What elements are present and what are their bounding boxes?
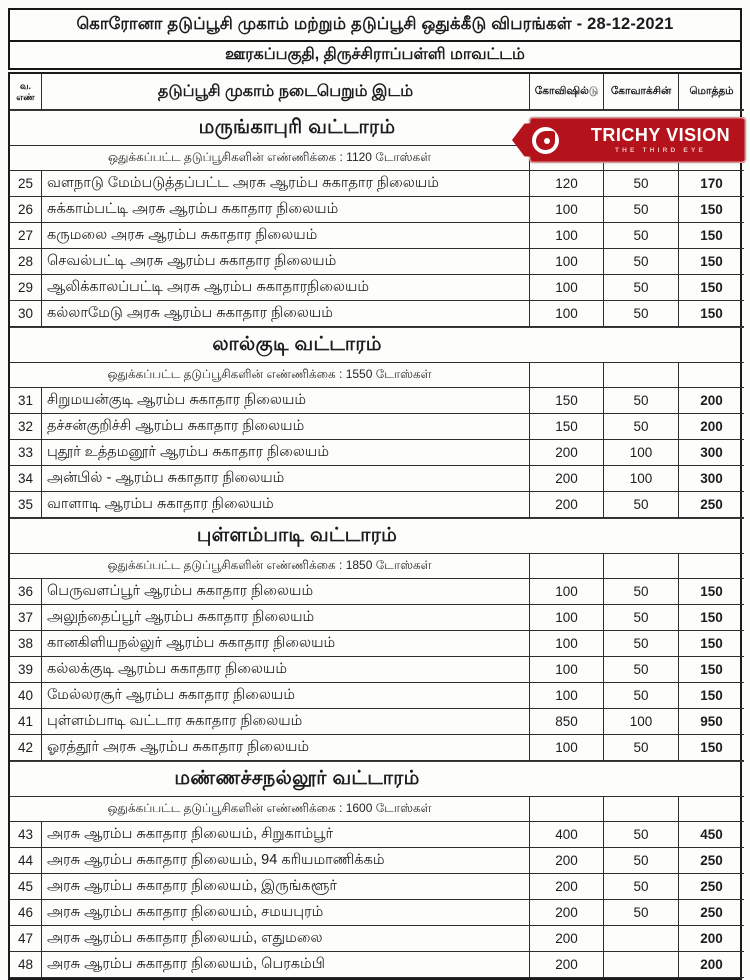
- cell-covishield-count: 150: [530, 388, 604, 414]
- section-title: புள்ளம்பாடி வட்டாரம்: [10, 518, 744, 554]
- cell-covishield-count: 200: [530, 848, 604, 874]
- allocation-empty-cell: [530, 363, 604, 388]
- allocation-empty-cell: [604, 554, 679, 579]
- cell-serial-number: 32: [10, 414, 42, 440]
- cell-total-count: 150: [679, 735, 744, 761]
- cell-covishield-count: 200: [530, 926, 604, 952]
- cell-camp-place: கானகிளியநல்லுர் ஆரம்ப சுகாதார நிலையம்: [42, 631, 530, 657]
- cell-covishield-count: 100: [530, 197, 604, 223]
- cell-covaxin-count: [604, 926, 679, 952]
- cell-camp-place: செவல்பட்டி அரசு ஆரம்ப சுகாதார நிலையம்: [42, 249, 530, 275]
- cell-covaxin-count: 50: [604, 579, 679, 605]
- cell-covishield-count: 120: [530, 171, 604, 197]
- cell-covishield-count: 100: [530, 605, 604, 631]
- cell-serial-number: 47: [10, 926, 42, 952]
- cell-camp-place: பெருவளப்பூர் ஆரம்ப சுகாதார நிலையம்: [42, 579, 530, 605]
- cell-covaxin-count: 50: [604, 388, 679, 414]
- cell-camp-place: அலுந்தைப்பூர் ஆரம்ப சுகாதார நிலையம்: [42, 605, 530, 631]
- cell-serial-number: 40: [10, 683, 42, 709]
- cell-camp-place: தச்சன்குறிச்சி ஆரம்ப சுகாதார நிலையம்: [42, 414, 530, 440]
- cell-camp-place: கருமலை அரசு ஆரம்ப சுகாதார நிலையம்: [42, 223, 530, 249]
- cell-covishield-count: 100: [530, 301, 604, 327]
- cell-total-count: 200: [679, 414, 744, 440]
- cell-total-count: 950: [679, 709, 744, 735]
- cell-covaxin-count: 50: [604, 301, 679, 327]
- cell-serial-number: 37: [10, 605, 42, 631]
- cell-serial-number: 42: [10, 735, 42, 761]
- eye-pupil-icon: [532, 127, 559, 154]
- column-header-covishield: கோவிஷில்டு: [530, 74, 604, 110]
- cell-covaxin-count: 50: [604, 171, 679, 197]
- trichy-vision-logo: [512, 117, 746, 163]
- cell-total-count: 150: [679, 605, 744, 631]
- document-subtitle: ஊரகப்பகுதி, திருச்சிராப்பள்ளி மாவட்டம்: [8, 42, 742, 70]
- cell-covaxin-count: 50: [604, 848, 679, 874]
- cell-serial-number: 41: [10, 709, 42, 735]
- cell-covaxin-count: 100: [604, 709, 679, 735]
- cell-serial-number: 25: [10, 171, 42, 197]
- allocation-empty-cell: [604, 363, 679, 388]
- vaccine-table: [8, 72, 742, 980]
- column-header-total: மொத்தம்: [679, 74, 744, 110]
- cell-covishield-count: 100: [530, 275, 604, 301]
- allocation-note: ஒதுக்கப்பட்ட தடுப்பூசிகளின் எண்ணிக்கை : 1550 டோஸ்கள்: [10, 363, 530, 388]
- cell-total-count: 150: [679, 683, 744, 709]
- cell-total-count: 150: [679, 301, 744, 327]
- cell-total-count: 250: [679, 874, 744, 900]
- column-header-serial: வ. எண்: [10, 74, 42, 110]
- cell-covaxin-count: 50: [604, 657, 679, 683]
- column-header-covaxin: கோவாக்சின்: [604, 74, 679, 110]
- cell-covishield-count: 100: [530, 223, 604, 249]
- cell-covaxin-count: 50: [604, 631, 679, 657]
- cell-covaxin-count: [604, 952, 679, 978]
- cell-camp-place: சுக்காம்பட்டி அரசு ஆரம்ப சுகாதார நிலையம்: [42, 197, 530, 223]
- cell-covaxin-count: 50: [604, 735, 679, 761]
- cell-camp-place: மேல்லரசூர் ஆரம்ப சுகாதார நிலையம்: [42, 683, 530, 709]
- cell-serial-number: 48: [10, 952, 42, 978]
- cell-covaxin-count: 50: [604, 874, 679, 900]
- cell-covaxin-count: 50: [604, 492, 679, 518]
- allocation-note: ஒதுக்கப்பட்ட தடுப்பூசிகளின் எண்ணிக்கை : 1850 டோஸ்கள்: [10, 554, 530, 579]
- cell-covishield-count: 200: [530, 952, 604, 978]
- cell-total-count: 300: [679, 440, 744, 466]
- cell-covaxin-count: 50: [604, 822, 679, 848]
- cell-total-count: 150: [679, 579, 744, 605]
- cell-total-count: 200: [679, 926, 744, 952]
- cell-covishield-count: 850: [530, 709, 604, 735]
- cell-serial-number: 39: [10, 657, 42, 683]
- cell-covishield-count: 200: [530, 466, 604, 492]
- allocation-note: ஒதுக்கப்பட்ட தடுப்பூசிகளின் எண்ணிக்கை : 1120 டோஸ்கள்: [10, 146, 530, 171]
- cell-total-count: 250: [679, 900, 744, 926]
- cell-camp-place: சிறுமயன்குடி ஆரம்ப சுகாதார நிலையம்: [42, 388, 530, 414]
- cell-covishield-count: 200: [530, 492, 604, 518]
- cell-total-count: 150: [679, 249, 744, 275]
- allocation-empty-cell: [679, 363, 744, 388]
- allocation-empty-cell: [530, 554, 604, 579]
- cell-camp-place: அரசு ஆரம்ப சுகாதார நிலையம், எதுமலை: [42, 926, 530, 952]
- cell-covishield-count: 100: [530, 735, 604, 761]
- cell-total-count: 200: [679, 952, 744, 978]
- allocation-note: ஒதுக்கப்பட்ட தடுப்பூசிகளின் எண்ணிக்கை : 1600 டோஸ்கள்: [10, 797, 530, 822]
- cell-total-count: 150: [679, 223, 744, 249]
- cell-covaxin-count: 50: [604, 683, 679, 709]
- cell-camp-place: அரசு ஆரம்ப சுகாதார நிலையம், இருங்களூர்: [42, 874, 530, 900]
- cell-camp-place: அரசு ஆரம்ப சுகாதார நிலையம், பெரகம்பி: [42, 952, 530, 978]
- allocation-empty-cell: [679, 554, 744, 579]
- section-title: மண்ணச்சநல்லூர் வட்டாரம்: [10, 761, 744, 797]
- section-title: லால்குடி வட்டாரம்: [10, 327, 744, 363]
- cell-covaxin-count: 50: [604, 900, 679, 926]
- cell-serial-number: 33: [10, 440, 42, 466]
- cell-total-count: 170: [679, 171, 744, 197]
- cell-covishield-count: 200: [530, 440, 604, 466]
- cell-camp-place: ஆலிக்காலப்பட்டி அரசு ஆரம்ப சுகாதாரநிலையம்: [42, 275, 530, 301]
- third-eye-icon: [512, 121, 574, 159]
- cell-covaxin-count: 50: [604, 605, 679, 631]
- cell-camp-place: புதூர் உத்தமனூர் ஆரம்ப சுகாதார நிலையம்: [42, 440, 530, 466]
- cell-serial-number: 36: [10, 579, 42, 605]
- cell-camp-place: கல்லக்குடி ஆரம்ப சுகாதார நிலையம்: [42, 657, 530, 683]
- cell-camp-place: அரசு ஆரம்ப சுகாதார நிலையம், 94 கரியமாணிக்கம்: [42, 848, 530, 874]
- cell-camp-place: கல்லாமேடு அரசு ஆரம்ப சுகாதார நிலையம்: [42, 301, 530, 327]
- logo-tagline: THE THIRD EYE: [614, 146, 707, 154]
- cell-total-count: 150: [679, 631, 744, 657]
- cell-total-count: 150: [679, 275, 744, 301]
- cell-serial-number: 26: [10, 197, 42, 223]
- cell-total-count: 300: [679, 466, 744, 492]
- cell-covishield-count: 100: [530, 657, 604, 683]
- cell-covishield-count: 100: [530, 683, 604, 709]
- cell-camp-place: அன்பில் - ஆரம்ப சுகாதார நிலையம்: [42, 466, 530, 492]
- cell-covishield-count: 100: [530, 631, 604, 657]
- cell-total-count: 450: [679, 822, 744, 848]
- cell-covishield-count: 100: [530, 249, 604, 275]
- cell-serial-number: 29: [10, 275, 42, 301]
- cell-covishield-count: 200: [530, 874, 604, 900]
- cell-serial-number: 34: [10, 466, 42, 492]
- cell-serial-number: 46: [10, 900, 42, 926]
- cell-serial-number: 45: [10, 874, 42, 900]
- cell-camp-place: ஓரத்தூர் அரசு ஆரம்ப சுகாதார நிலையம்: [42, 735, 530, 761]
- cell-covishield-count: 150: [530, 414, 604, 440]
- section-title: மருங்காபுரி வட்டாரம்: [10, 110, 744, 146]
- cell-serial-number: 30: [10, 301, 42, 327]
- cell-covaxin-count: 50: [604, 414, 679, 440]
- cell-total-count: 150: [679, 657, 744, 683]
- cell-serial-number: 27: [10, 223, 42, 249]
- cell-covaxin-count: 50: [604, 223, 679, 249]
- column-header-place: தடுப்பூசி முகாம் நடைபெறும் இடம்: [42, 74, 530, 110]
- cell-covaxin-count: 50: [604, 249, 679, 275]
- cell-covaxin-count: 50: [604, 275, 679, 301]
- allocation-empty-cell: [679, 797, 744, 822]
- cell-serial-number: 31: [10, 388, 42, 414]
- cell-total-count: 250: [679, 848, 744, 874]
- cell-covishield-count: 400: [530, 822, 604, 848]
- cell-covishield-count: 100: [530, 579, 604, 605]
- allocation-empty-cell: [604, 797, 679, 822]
- cell-covaxin-count: 50: [604, 197, 679, 223]
- cell-serial-number: 44: [10, 848, 42, 874]
- document-title: கொரோனா தடுப்பூசி முகாம் மற்றும் தடுப்பூசி ஒதுக்கீடு விபரங்கள் - 28-12-2021: [8, 8, 742, 42]
- cell-serial-number: 28: [10, 249, 42, 275]
- cell-total-count: 250: [679, 492, 744, 518]
- cell-camp-place: வாளாடி ஆரம்ப சுகாதார நிலையம்: [42, 492, 530, 518]
- cell-serial-number: 35: [10, 492, 42, 518]
- cell-covaxin-count: 100: [604, 440, 679, 466]
- cell-camp-place: அரசு ஆரம்ப சுகாதார நிலையம், சிறுகாம்பூர்: [42, 822, 530, 848]
- cell-covaxin-count: 100: [604, 466, 679, 492]
- logo-title: TRICHY VISION: [590, 125, 731, 146]
- allocation-empty-cell: [530, 797, 604, 822]
- cell-camp-place: வளநாடு மேம்படுத்தப்பட்ட அரசு ஆரம்ப சுகாதார நிலையம்: [42, 171, 530, 197]
- cell-total-count: 150: [679, 197, 744, 223]
- cell-serial-number: 38: [10, 631, 42, 657]
- cell-camp-place: புள்ளம்பாடி வட்டார சுகாதார நிலையம்: [42, 709, 530, 735]
- cell-total-count: 200: [679, 388, 744, 414]
- cell-covishield-count: 200: [530, 900, 604, 926]
- cell-camp-place: அரசு ஆரம்ப சுகாதார நிலையம், சமயபுரம்: [42, 900, 530, 926]
- cell-serial-number: 43: [10, 822, 42, 848]
